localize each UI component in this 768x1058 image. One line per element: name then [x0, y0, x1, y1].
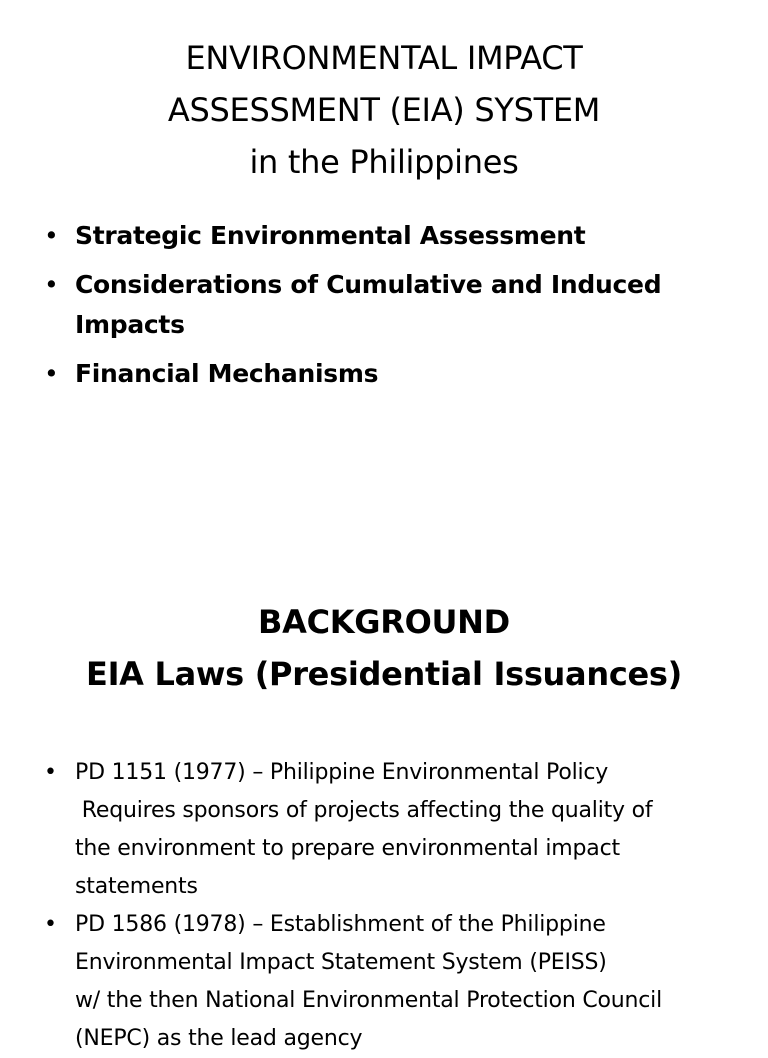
bullet-icon: •: [44, 270, 59, 299]
bullet-text-line: PD 1586 (1978) – Establishment of the Philippine: [75, 912, 606, 937]
title-line: in the Philippines: [249, 143, 519, 181]
bullet-item: [44, 265, 744, 345]
bullet-list: [44, 754, 734, 1058]
title-line: ASSESSMENT (EIA) SYSTEM: [167, 91, 601, 129]
slide-title: [0, 32, 768, 188]
bullet-text: Financial Mechanisms: [75, 359, 379, 388]
bullet-text: Considerations of Cumulative and Induced Impacts: [75, 270, 662, 339]
bullet-text-line: PD 1151 (1977) – Philippine Environmental Policy: [75, 760, 609, 785]
bullet-icon: •: [44, 221, 59, 250]
bullet-icon: •: [44, 912, 57, 937]
bullet-text-line: the environment to prepare environmental impact: [75, 836, 620, 861]
bullet-list: [44, 216, 744, 403]
slide-1: [0, 0, 768, 512]
bullet-item: [44, 216, 744, 256]
slide-title: [0, 596, 768, 700]
bullet-item: [44, 906, 734, 1058]
title-line: ENVIRONMENTAL IMPACT: [185, 39, 583, 77]
bullet-item: [44, 354, 744, 394]
bullet-text-line: Requires sponsors of projects affecting the quality of: [75, 798, 653, 823]
bullet-item: [44, 754, 734, 906]
title-line: BACKGROUND: [258, 603, 510, 641]
bullet-text-line: (NEPC) as the lead agency: [75, 1026, 363, 1051]
slide-2: [0, 512, 768, 1051]
bullet-icon: •: [44, 760, 57, 785]
bullet-text-line: Environmental Impact Statement System (PEISS): [75, 950, 607, 975]
title-line: EIA Laws (Presidential Issuances): [86, 655, 682, 693]
bullet-icon: •: [44, 359, 59, 388]
bullet-text-line: statements: [75, 874, 198, 899]
bullet-text-line: w/ the then National Environmental Protection Council: [75, 988, 662, 1013]
bullet-text: Strategic Environmental Assessment: [75, 221, 586, 250]
